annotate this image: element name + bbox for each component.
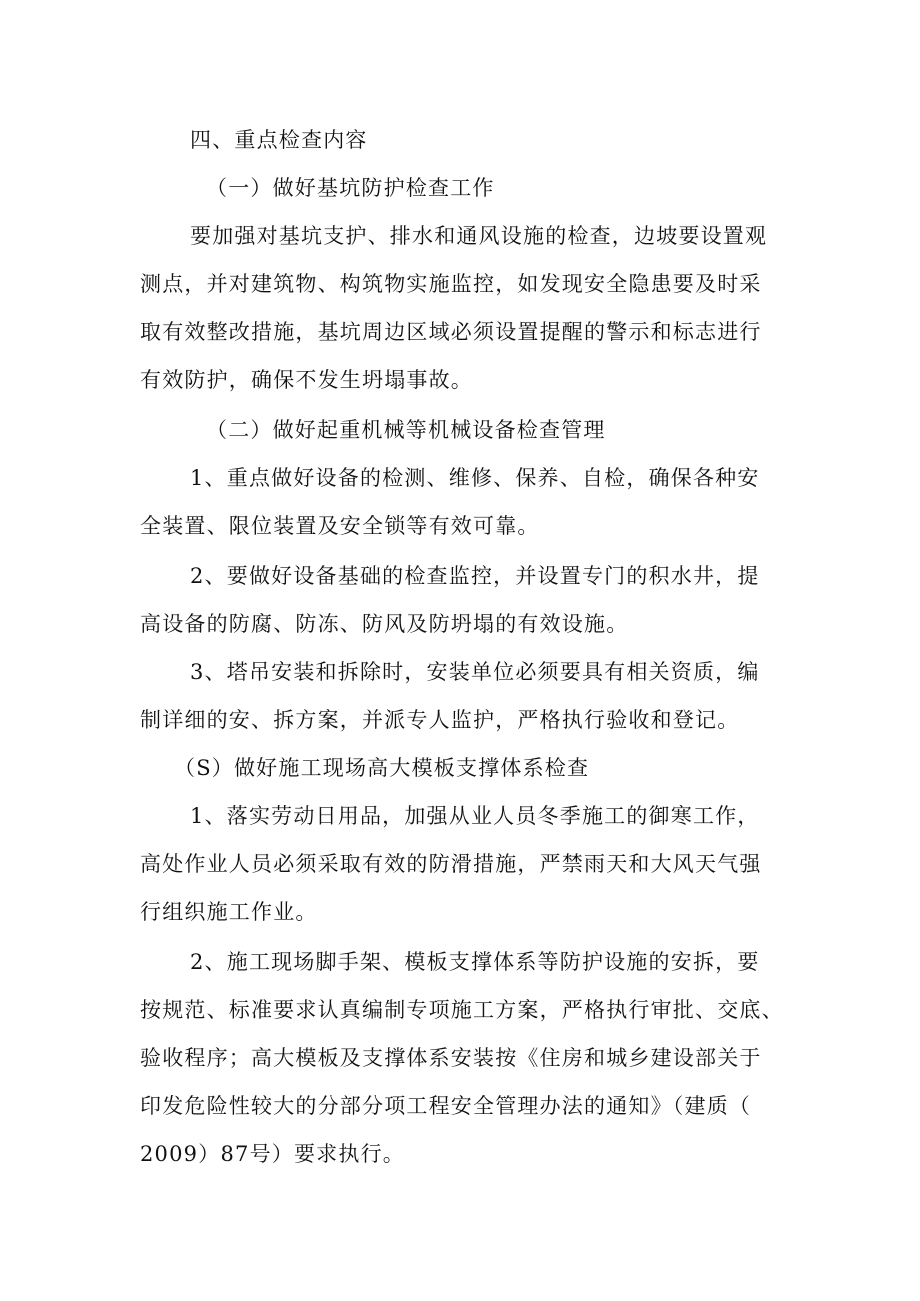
paragraph-line: 1、落实劳动日用品，加强从业人员冬季施工的御寒工作， (190, 804, 760, 828)
paragraph-line: 高设备的防腐、防冻、防风及防坍塌的有效设施。 (140, 612, 629, 636)
paragraph-line: 2、施工现场脚手架、模板支撑体系等防护设施的安拆，要 (190, 950, 760, 974)
section-heading-3: （S）做好施工现场高大模板支撑体系检查 (174, 756, 590, 780)
paragraph-line: 验收程序；高大模板及支撑体系安装按《住房和城乡建设部关于 (140, 1046, 762, 1070)
paragraph-line: 取有效整改措施，基坑周边区域必须设置提醒的警示和标志进行 (140, 320, 762, 344)
paragraph-line: 全装置、限位装置及安全锁等有效可靠。 (140, 514, 540, 538)
paragraph-line: 要加强对基坑支护、排水和通风设施的检查，边坡要设置观 (190, 224, 768, 248)
paragraph-line: 印发危险性较大的分部分项工程安全管理办法的通知》（建质（ (140, 1094, 752, 1118)
paragraph-line: 2、要做好设备基础的检查监控，并设置专门的积水井，提 (190, 564, 760, 588)
paragraph-line: 测点，并对建筑物、构筑物实施监控，如发现安全隐患要及时采 (140, 272, 762, 296)
section-heading-2: （二）做好起重机械等机械设备检查管理 (206, 418, 606, 442)
main-heading: 四、重点检查内容 (190, 128, 368, 152)
paragraph-line: 3、塔吊安装和拆除时，安装单位必须要具有相关资质，编 (190, 660, 760, 684)
paragraph-line: 2009）87号）要求执行。 (140, 1142, 405, 1166)
paragraph-line: 高处作业人员必须采取有效的防滑措施，严禁雨天和大风天气强 (140, 852, 762, 876)
paragraph-line: 有效防护，确保不发生坍塌事故。 (140, 368, 473, 392)
section-heading-1: （一）做好基坑防护检查工作 (206, 176, 495, 200)
paragraph-line: 制详细的安、拆方案，并派专人监护，严格执行验收和登记。 (140, 708, 740, 732)
paragraph-line: 行组织施工作业。 (140, 900, 318, 924)
paragraph-line: 按规范、标准要求认真编制专项施工方案，严格执行审批、交底、 (140, 998, 784, 1022)
paragraph-line: 1、重点做好设备的检测、维修、保养、自检，确保各种安 (190, 466, 760, 490)
